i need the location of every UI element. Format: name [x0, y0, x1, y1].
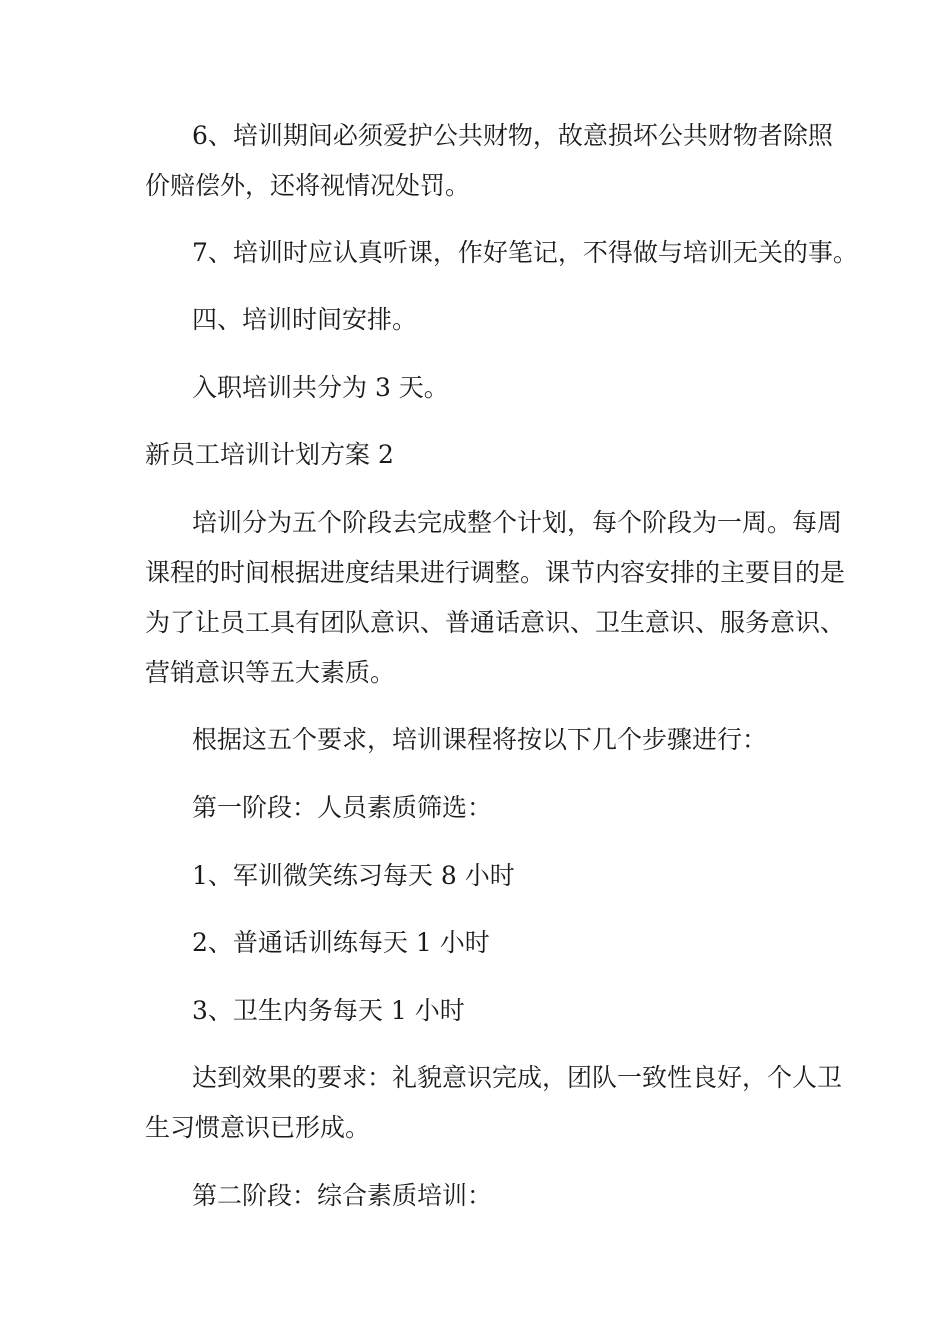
rule-6-line-2: 价赔偿外，还将视情况处罚。 — [145, 171, 471, 200]
plan-intro-line-2: 课程的时间根据进度结果进行调整。课节内容安排的主要目的是 — [145, 558, 846, 587]
stage-1-result-line-2: 生习惯意识已形成。 — [145, 1113, 371, 1142]
stage-1-heading: 第一阶段：人员素质筛选： — [192, 793, 493, 822]
stage-1-item-1: 1、军训微笑练习每天 8 小时 — [192, 861, 515, 890]
rule-6-line-1: 6、培训期间必须爱护公共财物，故意损坏公共财物者除照 — [192, 121, 833, 150]
rule-7: 7、培训时应认真听课，作好笔记，不得做与培训无关的事。 — [192, 238, 858, 267]
plan-2-title: 新员工培训计划方案 2 — [145, 440, 394, 469]
training-duration: 入职培训共分为 3 天。 — [192, 373, 449, 402]
stage-1-result-line-1: 达到效果的要求：礼貌意识完成，团队一致性良好，个人卫 — [192, 1063, 843, 1092]
plan-intro-line-4: 营销意识等五大素质。 — [145, 658, 396, 687]
stage-1-item-3: 3、卫生内务每天 1 小时 — [192, 996, 465, 1025]
plan-intro-line-1: 培训分为五个阶段去完成整个计划，每个阶段为一周。每周 — [192, 508, 843, 537]
plan-intro-line-3: 为了让员工具有团队意识、普通话意识、卫生意识、服务意识、 — [145, 608, 846, 637]
section-4-heading: 四、培训时间安排。 — [192, 305, 418, 334]
steps-intro: 根据这五个要求，培训课程将按以下几个步骤进行： — [192, 725, 768, 754]
stage-1-item-2: 2、普通话训练每天 1 小时 — [192, 928, 490, 957]
stage-2-heading: 第二阶段：综合素质培训： — [192, 1181, 493, 1210]
